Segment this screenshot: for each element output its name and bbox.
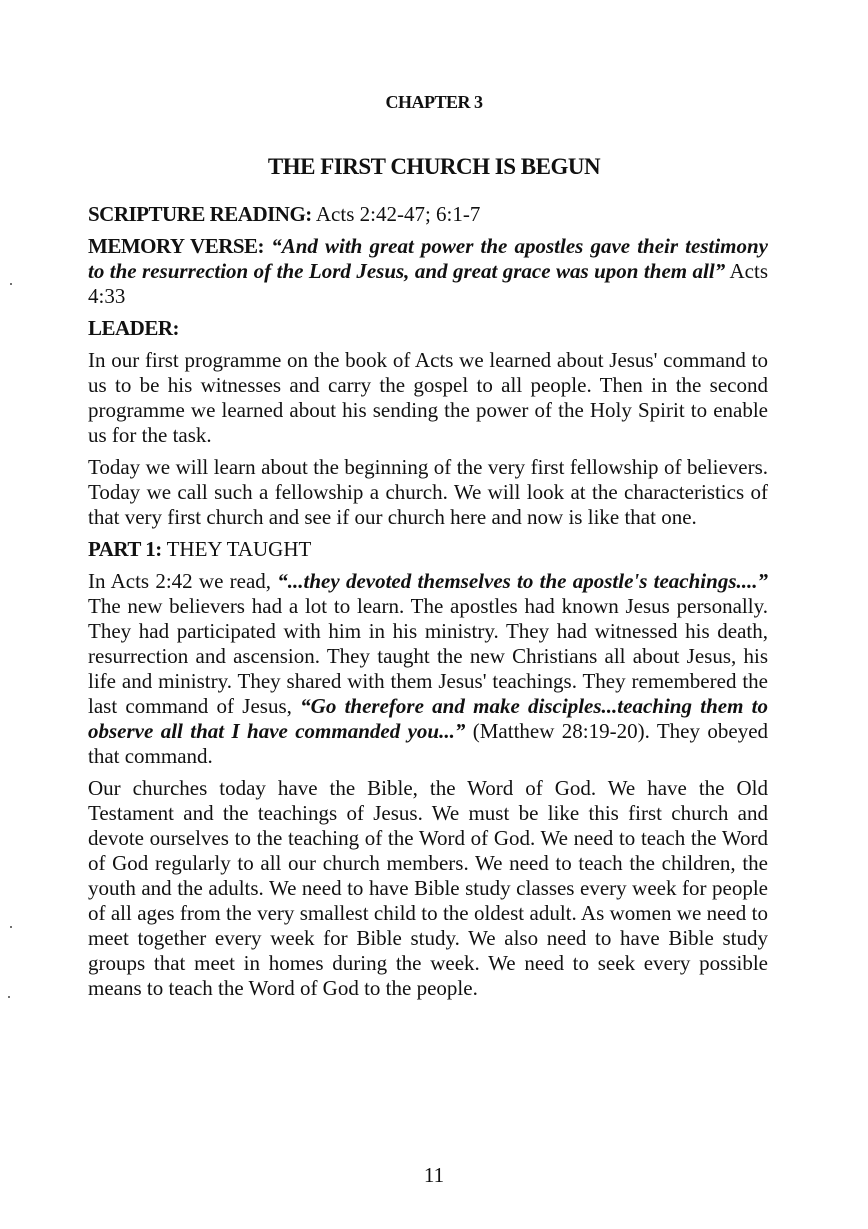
chapter-title: THE FIRST CHURCH IS BEGUN bbox=[267, 154, 601, 179]
scan-speck bbox=[10, 926, 12, 928]
part1-heading bbox=[88, 537, 768, 562]
chapter-label: CHAPTER 3 bbox=[385, 92, 483, 112]
memory-verse-quote: “And with great power the apostles gave their testimony to the resurrection of the Lord Jesus, and great grace was upon them all” bbox=[88, 234, 769, 283]
part1-end: (Matthew 28:19-20). They obeyed that command. bbox=[88, 719, 769, 768]
part1-quote-acts: “...they devoted themselves to the apostle's teachings....” bbox=[277, 569, 768, 593]
part1-intro: In Acts 2:42 we read, bbox=[88, 569, 272, 593]
page-number: 11 bbox=[423, 1163, 445, 1187]
part1-paragraph bbox=[88, 569, 768, 769]
memory-verse-label: MEMORY VERSE: bbox=[88, 234, 265, 258]
scan-speck bbox=[8, 996, 10, 998]
part1-body: The new believers had a lot to learn. The apostles had known Jesus personally. They had participated with him in his ministry. They had witnessed his death, resurrection and ascension. They taught the new Christians all about Jesus, his life and ministry. They shared with them Jesus' teachings. They remembered the last command of Jesus, bbox=[88, 594, 768, 718]
scripture-reading bbox=[88, 202, 768, 227]
part1-title: THEY TAUGHT bbox=[166, 537, 312, 561]
leader-heading bbox=[88, 316, 768, 341]
memory-verse-reference: Acts 4:33 bbox=[88, 259, 769, 308]
leader-paragraph: In our first programme on the book of Acts we learned about Jesus' command to us to be his witnesses and carry the gospel to all people. Then in the second programme we learned about his sending the power of the Holy Spirit to enable us for the task. bbox=[88, 348, 768, 447]
memory-verse bbox=[88, 234, 768, 309]
part1-paragraph-2: Our churches today have the Bible, the Word of God. We have the Old Testament and the teachings of Jesus. We must be like this first church and devote ourselves to the teaching of the Word of God. We need to teach the Word of God regularly to all our church members. We need to teach the children, the youth and the adults. We need to have Bible study classes every week for people of all ages from the very smallest child to the oldest adult. As women we need to meet together every week for Bible study. We also need to have Bible study groups that meet in homes during the week. We need to seek every possible means to teach the Word of God to the people. bbox=[88, 776, 768, 1000]
leader-label: LEADER: bbox=[88, 316, 180, 340]
page-content bbox=[88, 202, 768, 1008]
part1-label: PART 1: bbox=[88, 537, 162, 561]
part1-quote-matthew: “Go therefore and make disciples...teaching them to observe all that I have commanded you...” bbox=[88, 694, 769, 743]
scan-speck bbox=[10, 283, 12, 285]
scripture-text: Acts 2:42-47; 6:1-7 bbox=[315, 202, 481, 226]
scripture-label: SCRIPTURE READING: bbox=[88, 202, 312, 226]
leader-paragraph: Today we will learn about the beginning of the very first fellowship of believers. Today we call such a fellowship a church. We will look at the characteristics of that very first church and see if our church here and now is like that one. bbox=[88, 455, 768, 529]
